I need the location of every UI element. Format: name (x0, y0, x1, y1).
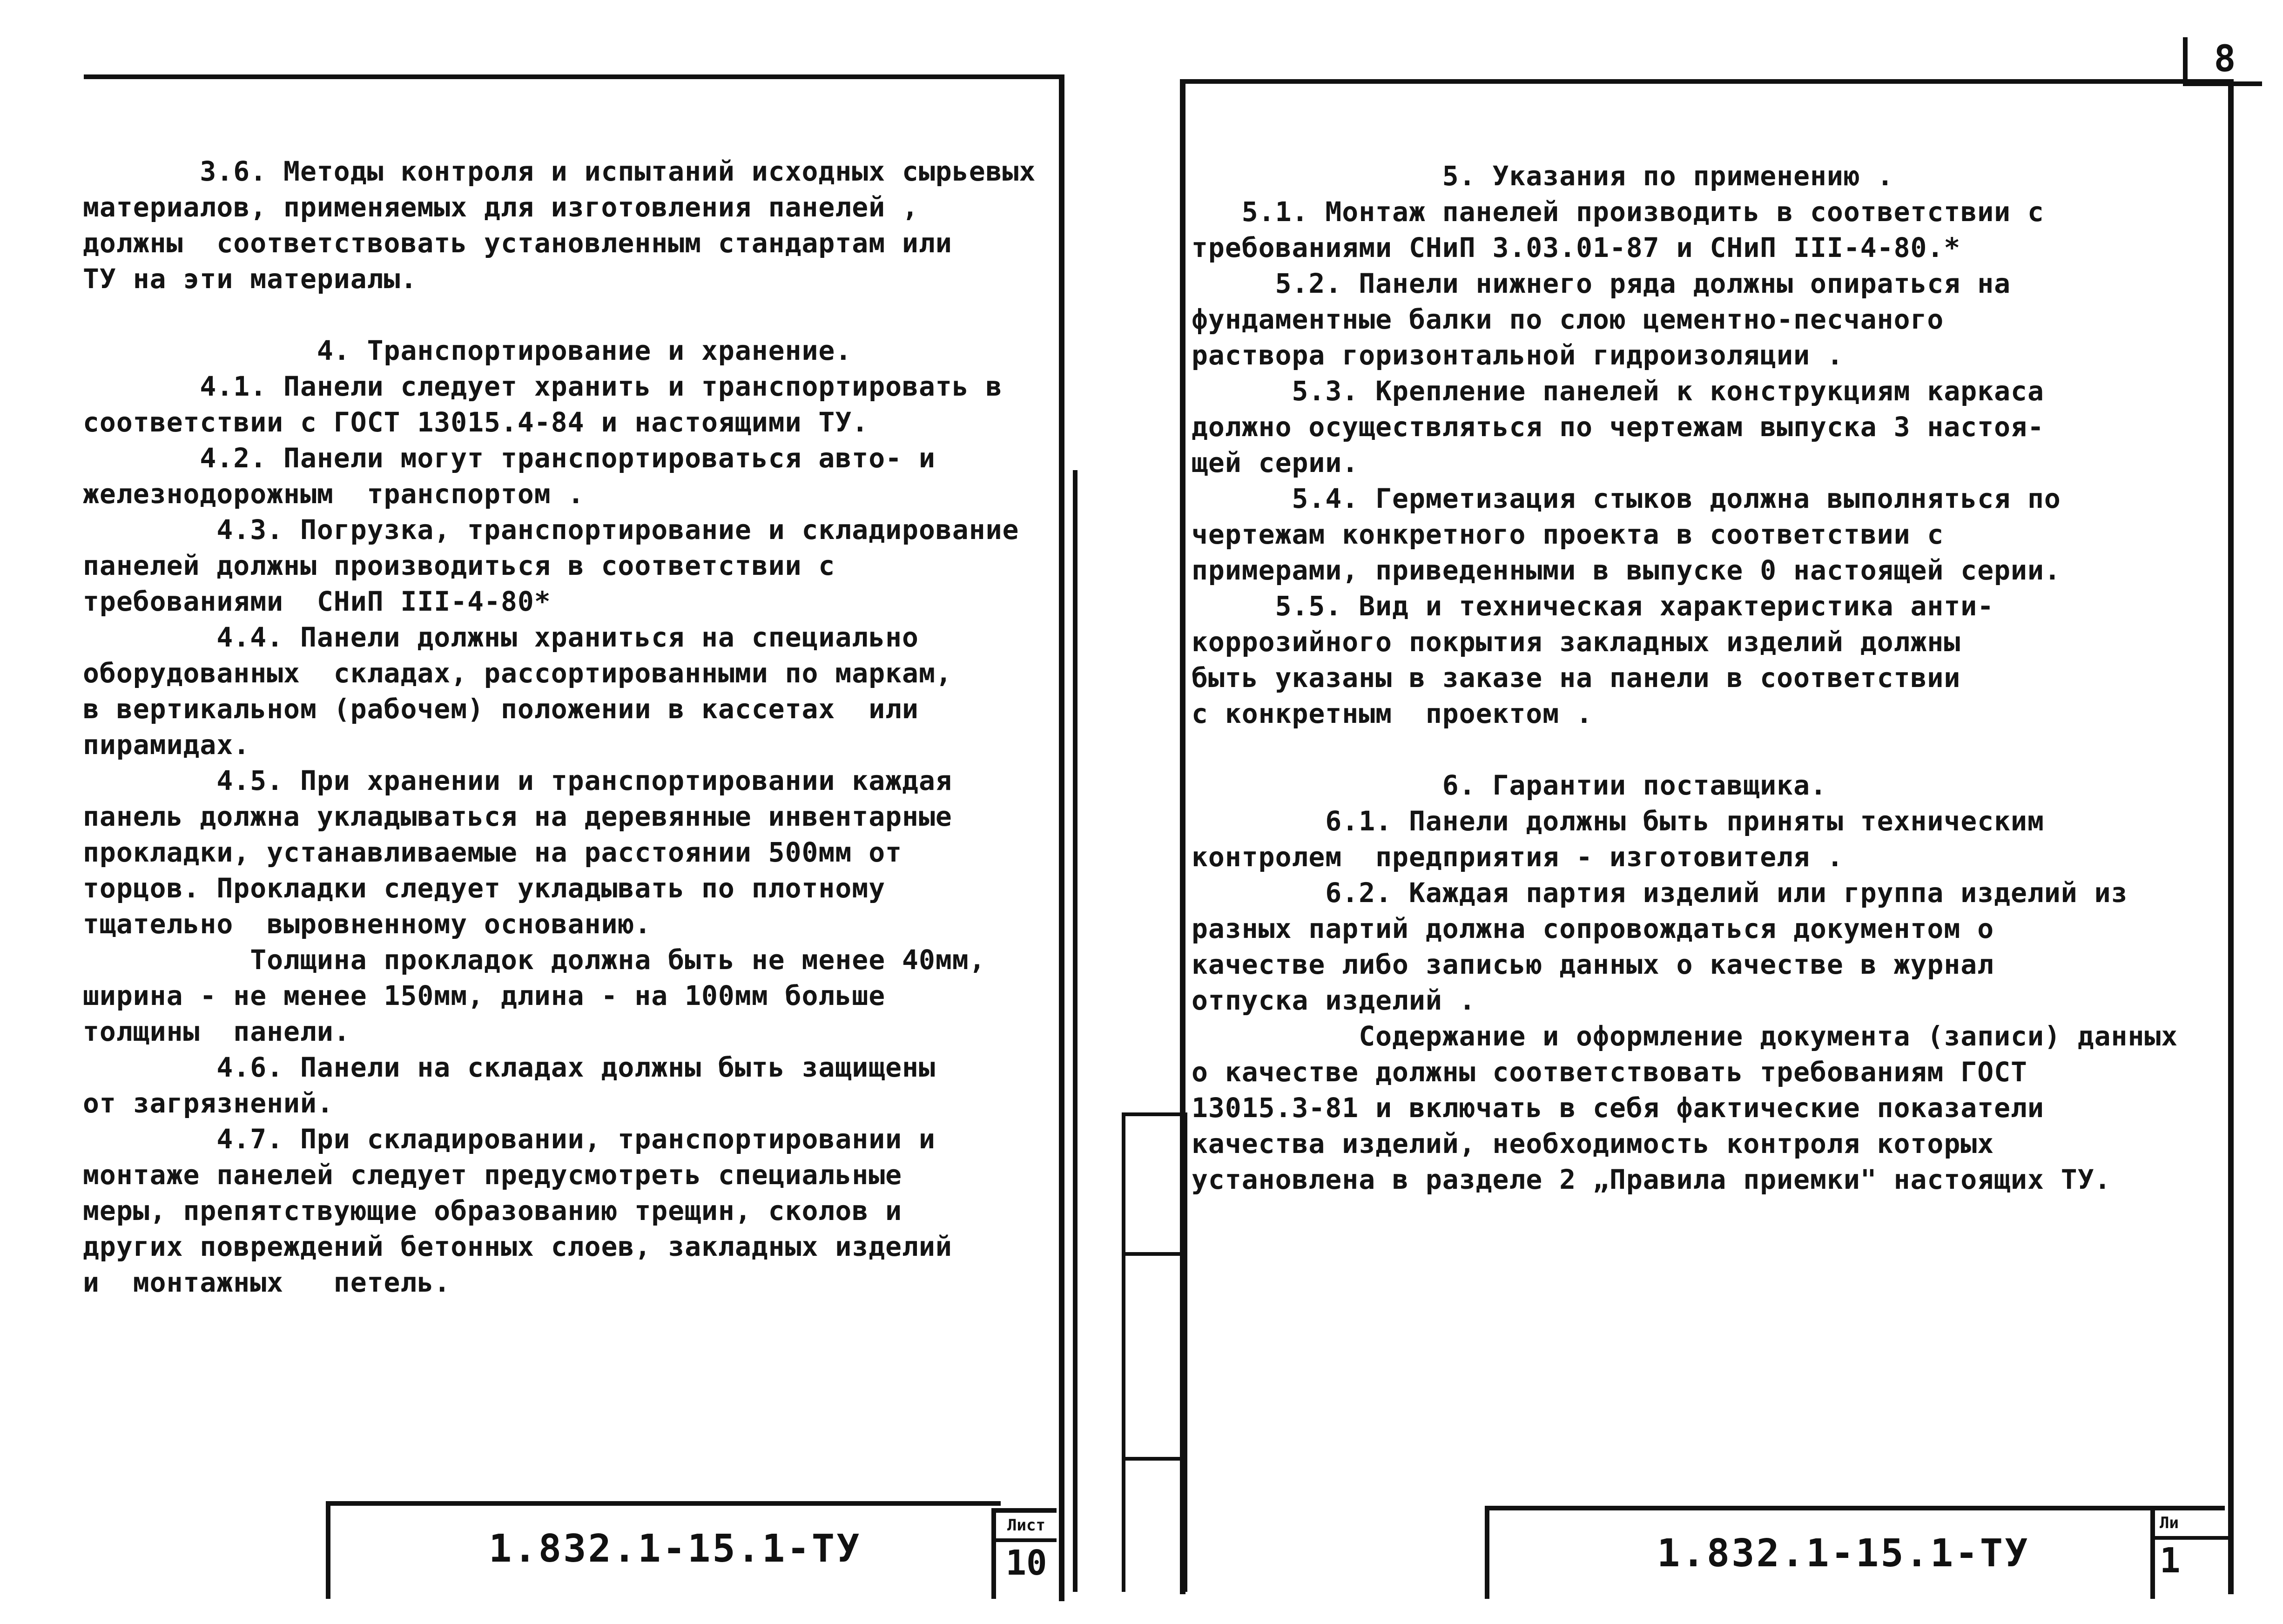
text-line (83, 297, 1036, 333)
text-line: 6.2. Каждая партия изделий или группа изделий из (1192, 877, 2128, 909)
text-line: 4.3. Погрузка, транспортирование и складирование (83, 514, 1019, 546)
left-sheet-value: 10 (1005, 1543, 1047, 1583)
left-gutter-line (1073, 470, 1078, 1592)
text-line: 4.4. Панели должны храниться на специально (83, 621, 919, 653)
text-line: торцов. Прокладки следует укладывать по плотному (83, 872, 886, 904)
text-line: 5.4. Герметизация стыков должна выполняться по (1192, 483, 2061, 514)
text-line: других повреждений бетонных слоев, закладных изделий (83, 1231, 952, 1262)
text-line: 3.6. Методы контроля и испытаний исходных сырьевых (83, 155, 1036, 187)
text-line: 5. Указания по применению . (1192, 160, 1894, 192)
text-line: панель должна укладываться на деревянные инвентарные (83, 801, 952, 832)
right-sheet-box (2150, 1506, 2225, 1599)
text-line: контролем предприятия - изготовителя . (1192, 841, 1844, 873)
text-line: железнодорожным транспортом . (83, 478, 585, 510)
text-line: чертежам конкретного проекта в соответствии с (1192, 519, 1944, 550)
text-line: Содержание и оформление документа (записи) данных (1192, 1020, 2178, 1052)
text-line: 5.2. Панели нижнего ряда должны опираться на (1192, 268, 2011, 299)
text-line: Толщина прокладок должна быть не менее 40мм, (83, 944, 986, 976)
text-line: 4.2. Панели могут транспортироваться авто- и (83, 442, 936, 474)
right-page-text (1192, 158, 2178, 1198)
right-document-code: 1.832.1-15.1-ТУ (1657, 1531, 2030, 1576)
text-line: 4.1. Панели следует хранить и транспортировать в (83, 371, 1003, 402)
left-sheet-label: Лист (996, 1513, 1057, 1542)
text-line: установлена в разделе 2 „Правила приемки" настоящих ТУ. (1192, 1164, 2111, 1195)
text-line: 5.5. Вид и техническая характеристика анти- (1192, 590, 1994, 622)
text-line: материалов, применяемых для изготовления панелей , (83, 191, 919, 223)
text-line: качества изделий, необходимость контроля которых (1192, 1128, 1994, 1159)
text-line: 13015.3-81 и включать в себя фактические показатели (1192, 1092, 2044, 1124)
text-line: 4.5. При хранении и транспортировании каждая (83, 765, 952, 796)
left-sheet-box (991, 1508, 1057, 1599)
text-line: коррозийного покрытия закладных изделий должны (1192, 626, 1961, 658)
left-document-code: 1.832.1-15.1-ТУ (489, 1527, 862, 1571)
side-strip-cell (1125, 1112, 1184, 1256)
text-line: о качестве должны соответствовать требованиям ГОСТ (1192, 1056, 2027, 1088)
text-line: меры, препятствующие образованию трещин, сколов и (83, 1195, 902, 1226)
text-line: быть указаны в заказе на панели в соответствии (1192, 662, 1961, 694)
text-line: оборудованных складах, рассортированными по маркам, (83, 657, 952, 689)
text-line: щей серии. (1192, 447, 1359, 478)
left-page-text (83, 154, 1036, 1301)
text-line: требованиями СНиП III-4-80* (83, 586, 551, 617)
side-strip-cell (1125, 1457, 1184, 1596)
text-line: 6.1. Панели должны быть приняты техническим (1192, 805, 2044, 837)
text-line: 5.3. Крепление панелей к конструкциям каркаса (1192, 375, 2044, 407)
text-line: разных партий должна сопровождаться документом о (1192, 913, 1994, 944)
text-line: 6. Гарантии поставщика. (1192, 769, 1827, 801)
text-line: тщательно выровненному основанию. (83, 908, 652, 940)
text-line: и монтажных петель. (83, 1267, 451, 1298)
right-sheet-value: 1 (2160, 1541, 2181, 1581)
text-line: 5.1. Монтаж панелей производить в соответствии с (1192, 196, 2044, 228)
text-line: ширина - не менее 150мм, длина - на 100мм больше (83, 980, 886, 1011)
text-line: пирамидах. (83, 729, 250, 761)
sheet-number: 8 (2183, 37, 2262, 86)
text-line: толщины панели. (83, 1016, 350, 1047)
right-sheet-label: Ли (2155, 1510, 2229, 1540)
text-line: должны соответствовать установленным стандартам или (83, 227, 952, 259)
text-line: 4. Транспортирование и хранение. (83, 335, 852, 366)
text-line: в вертикальном (рабочем) положении в кассетах или (83, 693, 919, 725)
side-strip-cell (1125, 1252, 1184, 1461)
text-line: фундаментные балки по слою цементно-песчаного (1192, 303, 1944, 335)
text-line: с конкретным проектом . (1192, 698, 1593, 729)
text-line: 4.6. Панели на складах должны быть защищены (83, 1051, 936, 1083)
text-line: соответствии с ГОСТ 13015.4-84 и настоящими ТУ. (83, 406, 869, 438)
text-line: от загрязнений. (83, 1087, 334, 1119)
text-line: раствора горизонтальной гидроизоляции . (1192, 339, 1844, 371)
text-line: ТУ на эти материалы. (83, 263, 418, 295)
text-line: должно осуществляться по чертежам выпуска 3 настоя- (1192, 411, 2044, 443)
text-line: отпуска изделий . (1192, 984, 1476, 1016)
binding-side-strip (1122, 1112, 1187, 1592)
text-line: 4.7. При складировании, транспортировании и (83, 1123, 936, 1155)
text-line (1192, 732, 2178, 768)
text-line: требованиями СНиП 3.03.01-87 и СНиП III-4-80.* (1192, 232, 1961, 263)
text-line: монтаже панелей следует предусмотреть специальные (83, 1159, 902, 1191)
text-line: панелей должны производиться в соответствии с (83, 550, 835, 581)
text-line: прокладки, устанавливаемые на расстоянии 500мм от (83, 836, 902, 868)
text-line: качестве либо записью данных о качестве в журнал (1192, 949, 1994, 980)
text-line: примерами, приведенными в выпуске 0 настоящей серии. (1192, 554, 2061, 586)
